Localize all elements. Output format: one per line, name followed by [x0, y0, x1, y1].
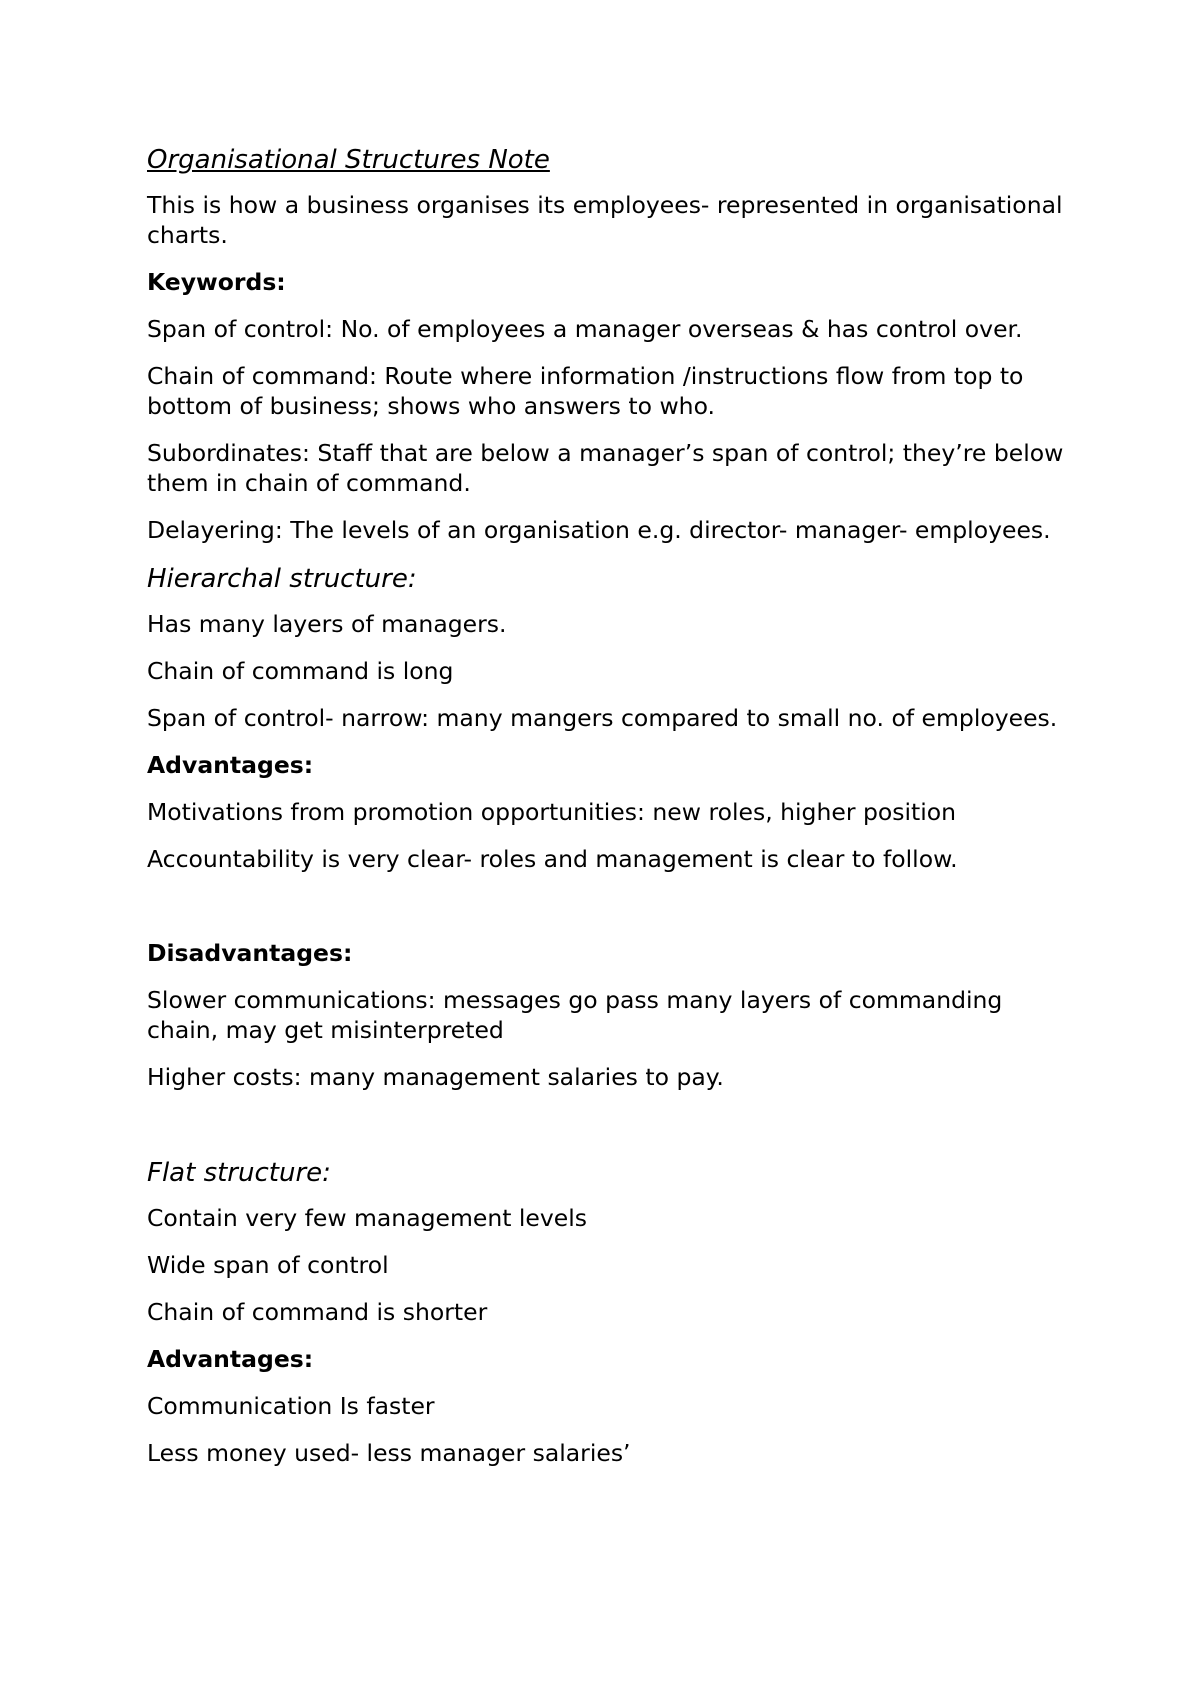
hierarchal-point: Span of control- narrow: many mangers compared to small no. of employees.: [147, 704, 1058, 732]
flat-advantage: Communication Is faster: [147, 1392, 435, 1420]
document-title: Organisational Structures Note: [147, 145, 550, 175]
hierarchal-advantage: Accountability is very clear- roles and management is clear to follow.: [147, 845, 958, 873]
paragraph-spacer: [147, 891, 1077, 938]
hierarchal-point: Has many layers of managers.: [147, 610, 507, 638]
flat-point: Contain very few management levels: [147, 1204, 588, 1232]
flat-structure-heading: Flat structure:: [147, 1158, 331, 1188]
keyword-span-of-control: Span of control: No. of employees a manager overseas & has control over.: [147, 315, 1023, 343]
flat-advantages-heading: Advantages:: [147, 1345, 314, 1373]
keyword-delayering: Delayering: The levels of an organisation e.g. director- manager- employees.: [147, 516, 1051, 544]
hierarchal-point: Chain of command is long: [147, 657, 454, 685]
flat-point: Chain of command is shorter: [147, 1298, 488, 1326]
hierarchal-advantages-heading: Advantages:: [147, 751, 314, 779]
keyword-subordinates: Subordinates: Staff that are below a manager’s span of control; they’re below them in chain of command.: [147, 439, 1064, 497]
hierarchal-disadvantage: Slower communications: messages go pass many layers of commanding chain, may get misinterpreted: [147, 986, 1003, 1044]
document-body: [147, 143, 1077, 1485]
hierarchal-structure-heading: Hierarchal structure:: [147, 564, 417, 594]
keyword-chain-of-command: Chain of command: Route where information /instructions flow from top to bottom of business; shows who answers to who.: [147, 362, 1024, 420]
keywords-heading: Keywords:: [147, 268, 286, 296]
hierarchal-disadvantage: Higher costs: many management salaries to pay.: [147, 1063, 724, 1091]
flat-point: Wide span of control: [147, 1251, 389, 1279]
paragraph-spacer: [147, 1109, 1077, 1156]
intro-paragraph: This is how a business organises its employees- represented in organisational charts.: [147, 191, 1063, 249]
hierarchal-advantage: Motivations from promotion opportunities: new roles, higher position: [147, 798, 957, 826]
hierarchal-disadvantages-heading: Disadvantages:: [147, 939, 353, 967]
flat-advantage: Less money used- less manager salaries’: [147, 1439, 631, 1467]
